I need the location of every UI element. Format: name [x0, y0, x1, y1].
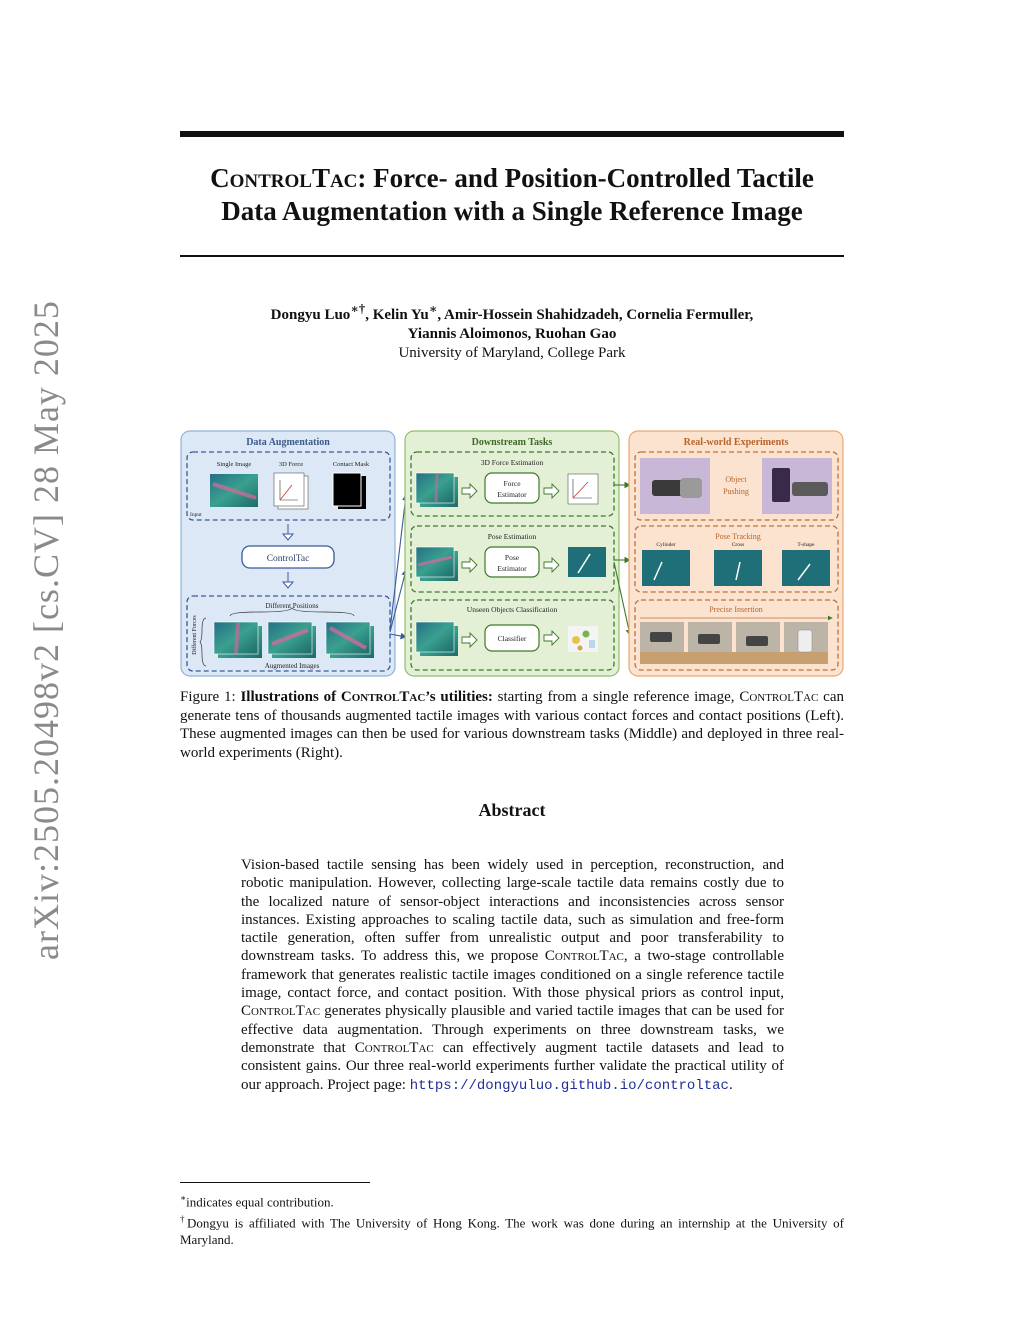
tracking-tshape-thumb	[782, 550, 830, 586]
label-contact-mask: Contact Mask	[332, 461, 370, 468]
object-yellow	[572, 636, 580, 644]
label-different-positions: Different Positions	[265, 602, 319, 610]
footnote-mark-2: †	[180, 1213, 187, 1224]
figure-1-diagram	[180, 430, 844, 678]
affiliation: University of Maryland, College Park	[398, 345, 626, 361]
label-pose-estimation: Pose Estimation	[487, 532, 537, 541]
footnotes	[180, 1190, 844, 1248]
label-classifier: Classifier	[497, 634, 527, 643]
panel-title-downstream-tasks: Downstream Tasks	[471, 437, 553, 448]
author-mark-luo: ∗†	[350, 302, 366, 316]
caption-text-b: can generate tens of thousands augmented tactile images with various contact forces and contact positions (Left). These augmented images can then be used for various downstream tasks (Middle) and deployed in three real-world experiments (Right).	[180, 689, 844, 761]
force-output-plot	[568, 474, 598, 504]
abstract-body	[241, 856, 784, 1095]
insertion-peg	[798, 630, 812, 652]
abstract-part-2: , a two-stage controllable framework that generates realistic tactile images conditioned on a single reference tactile image, contact force, and contact position. With those physical priors as control input,	[241, 948, 784, 1002]
title-line2: Data Augmentation with a Single Reference Image	[221, 196, 803, 226]
augmented-image-2	[268, 622, 316, 658]
author-others: , Amir-Hossein Shahidzadeh, Cornelia Fermuller,	[437, 307, 754, 323]
label-pushing: Pushing	[723, 487, 749, 496]
abstract-sc-2: ControlTac	[241, 1003, 321, 1020]
abstract-sc-3: ControlTac	[354, 1039, 434, 1056]
label-unseen-objects-classification: Unseen Objects Classification	[466, 605, 558, 614]
abstract-heading: Abstract	[478, 800, 546, 820]
abstract-sc-1: ControlTac	[544, 948, 624, 965]
label-pose-tracking: Pose Tracking	[715, 532, 761, 541]
author-luo: Dongyu Luo	[270, 307, 351, 323]
aug-1-stripe	[236, 623, 238, 653]
label-augmented-images: Augmented Images	[264, 662, 320, 670]
footnote-affiliation	[180, 1211, 844, 1248]
contact-mask-thumb	[333, 473, 361, 506]
author-names-line2: Yiannis Aloimonos, Ruohan Gao	[407, 326, 617, 342]
label-object: Object	[725, 475, 747, 484]
footnote-text-1: indicates equal contribution.	[186, 1194, 334, 1210]
augmented-image-3	[326, 622, 374, 658]
pushing-photo-1-object	[680, 478, 702, 498]
abstract-end: .	[728, 1076, 733, 1093]
figure-caption	[180, 688, 844, 762]
project-page-link[interactable]: https://dongyuluo.github.io/controltac	[409, 1077, 729, 1094]
insertion-gripper-2	[698, 634, 720, 644]
panel-title-data-augmentation: Data Augmentation	[246, 437, 330, 448]
author-mark-yu: ∗	[428, 302, 438, 316]
label-cross: Cross	[731, 542, 745, 548]
author-names-line1	[180, 300, 844, 325]
title-line1-rest: : Force- and Position-Controlled Tactile	[357, 163, 814, 193]
label-controltac: ControlTac	[266, 554, 310, 564]
title-top-rule	[180, 131, 844, 137]
abstract-part-1: Vision-based tactile sensing has been widely used in perception, reconstruction, and robotic manipulation. However, collecting large-scale tactile data remains costly due to the localized nature of sensor-object interactions and inconsistencies across sensor instances. Existing approaches to scaling tactile data, such as simulation and free-form tactile generation, often suffer from unrealistic output and poor transferability to downstream tasks. To address this, we propose	[241, 857, 784, 965]
author-block	[180, 300, 844, 363]
augmented-image-1	[214, 622, 262, 658]
insertion-gripper-3	[746, 636, 768, 646]
title-system-name: ControlTac	[210, 163, 358, 193]
object-green	[583, 631, 590, 638]
label-single-image: Single Image	[216, 461, 252, 468]
label-force: Force	[503, 479, 521, 488]
abstract-part-3: generates physically plausible and varied tactile images that can be used for effective data augmentation. Through experiments on three downstream tasks, we demonstrate that	[241, 1003, 784, 1056]
label-t-shape: T-shape	[797, 542, 815, 548]
object-icons	[568, 626, 598, 652]
footnote-text-2: Dongyu is affiliated with The University of Hong Kong. The work was done during an internship at the University of Maryland.	[180, 1215, 844, 1247]
label-3d-force-estimation: 3D Force Estimation	[480, 458, 544, 467]
abstract-part-4: can effectively augment tactile datasets and lead to consistent gains. Our three real-world experiments further validate the practical utility of our approach. Project page:	[241, 1039, 784, 1093]
footnote-mark-1: ∗	[180, 1193, 187, 1203]
pose-output-thumb	[568, 547, 606, 577]
label-cylinder: Cylinder	[656, 542, 676, 548]
label-3d-force: 3D Force	[278, 461, 304, 468]
force-plot-thumb	[274, 473, 304, 506]
title-bottom-rule	[180, 255, 844, 257]
caption-prefix: Figure 1:	[180, 689, 241, 705]
label-estimator-2: Estimator	[497, 564, 527, 573]
arxiv-identifier: arXiv:2505.20498v2 [cs.CV] 28 May 2025	[26, 300, 66, 960]
label-precise-insertion: Precise Insertion	[709, 605, 763, 614]
pushing-photo-2-bottle	[772, 468, 790, 502]
figure-1	[180, 430, 844, 678]
paper-title	[170, 162, 854, 228]
caption-bold-a: Illustrations of	[240, 689, 341, 705]
pushing-photo-2-gripper	[792, 482, 828, 496]
class-task-input-thumb	[416, 622, 454, 652]
object-blue	[589, 640, 595, 648]
caption-bold-sc: ControlTac	[340, 689, 426, 705]
caption-bold-b: ’s utilities:	[425, 689, 493, 705]
label-input: Input	[190, 512, 202, 518]
label-pose: Pose	[504, 553, 520, 562]
object-orange	[578, 646, 583, 651]
label-estimator-1: Estimator	[497, 490, 527, 499]
caption-sc: ControlTac	[739, 689, 819, 705]
tracking-cylinder-thumb	[642, 550, 690, 586]
force-task-stripe	[436, 474, 437, 502]
footnote-equal-contribution	[180, 1190, 844, 1211]
footnote-rule	[180, 1182, 370, 1183]
label-different-forces: Different Forces	[192, 615, 198, 655]
caption-text-a: starting from a single reference image,	[492, 689, 740, 705]
insertion-gripper-1	[650, 632, 672, 642]
panel-title-real-world-experiments: Real-world Experiments	[683, 437, 789, 448]
insertion-table	[640, 652, 828, 664]
author-yu: , Kelin Yu	[365, 307, 429, 323]
